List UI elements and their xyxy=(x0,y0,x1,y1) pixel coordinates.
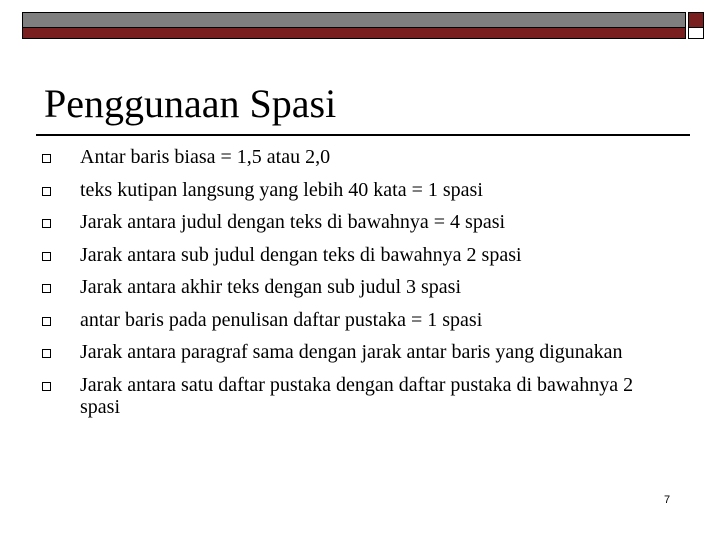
list-item xyxy=(42,211,662,233)
page-number: 7 xyxy=(664,494,671,506)
list-item-text: Jarak antara akhir teks dengan sub judul 3 spasi xyxy=(80,276,462,298)
list-item-text: Jarak antara sub judul dengan teks di bawahnya 2 spasi xyxy=(80,243,522,266)
header-decor-square-white xyxy=(688,28,704,39)
hollow-square-icon xyxy=(42,284,51,293)
list-item xyxy=(42,374,662,418)
header-decor-square-red xyxy=(688,12,704,28)
hollow-square-icon xyxy=(42,382,51,391)
hollow-square-icon xyxy=(42,154,51,163)
list-item-text: Jarak antara paragraf sama dengan jarak antar baris yang digunakan xyxy=(80,341,623,363)
hollow-square-icon xyxy=(42,317,51,326)
list-item xyxy=(42,341,662,363)
list-item xyxy=(42,276,662,298)
list-item-text: Jarak antara judul dengan teks di bawahnya = 4 spasi xyxy=(80,211,506,233)
title-divider xyxy=(36,134,690,136)
list-item-text: teks kutipan langsung yang lebih 40 kata = 1 spasi xyxy=(80,178,483,201)
list-item xyxy=(42,146,662,168)
list-item xyxy=(42,244,662,266)
list-item-text: Antar baris biasa = 1,5 atau 2,0 xyxy=(80,146,331,168)
hollow-square-icon xyxy=(42,219,51,228)
page-title: Penggunaan Spasi xyxy=(44,81,337,126)
hollow-square-icon xyxy=(42,187,51,196)
hollow-square-icon xyxy=(42,349,51,358)
header-decor-bar-gray xyxy=(22,12,686,28)
hollow-square-icon xyxy=(42,252,51,261)
list-item-text: Jarak antara satu daftar pustaka dengan daftar pustaka di bawahnya 2 spasi xyxy=(80,373,634,418)
list-item xyxy=(42,309,662,331)
header-decor-bar-red xyxy=(22,28,686,39)
bullet-list xyxy=(42,146,662,428)
list-item xyxy=(42,179,662,201)
list-item-text: antar baris pada penulisan daftar pustaka = 1 spasi xyxy=(80,308,483,331)
